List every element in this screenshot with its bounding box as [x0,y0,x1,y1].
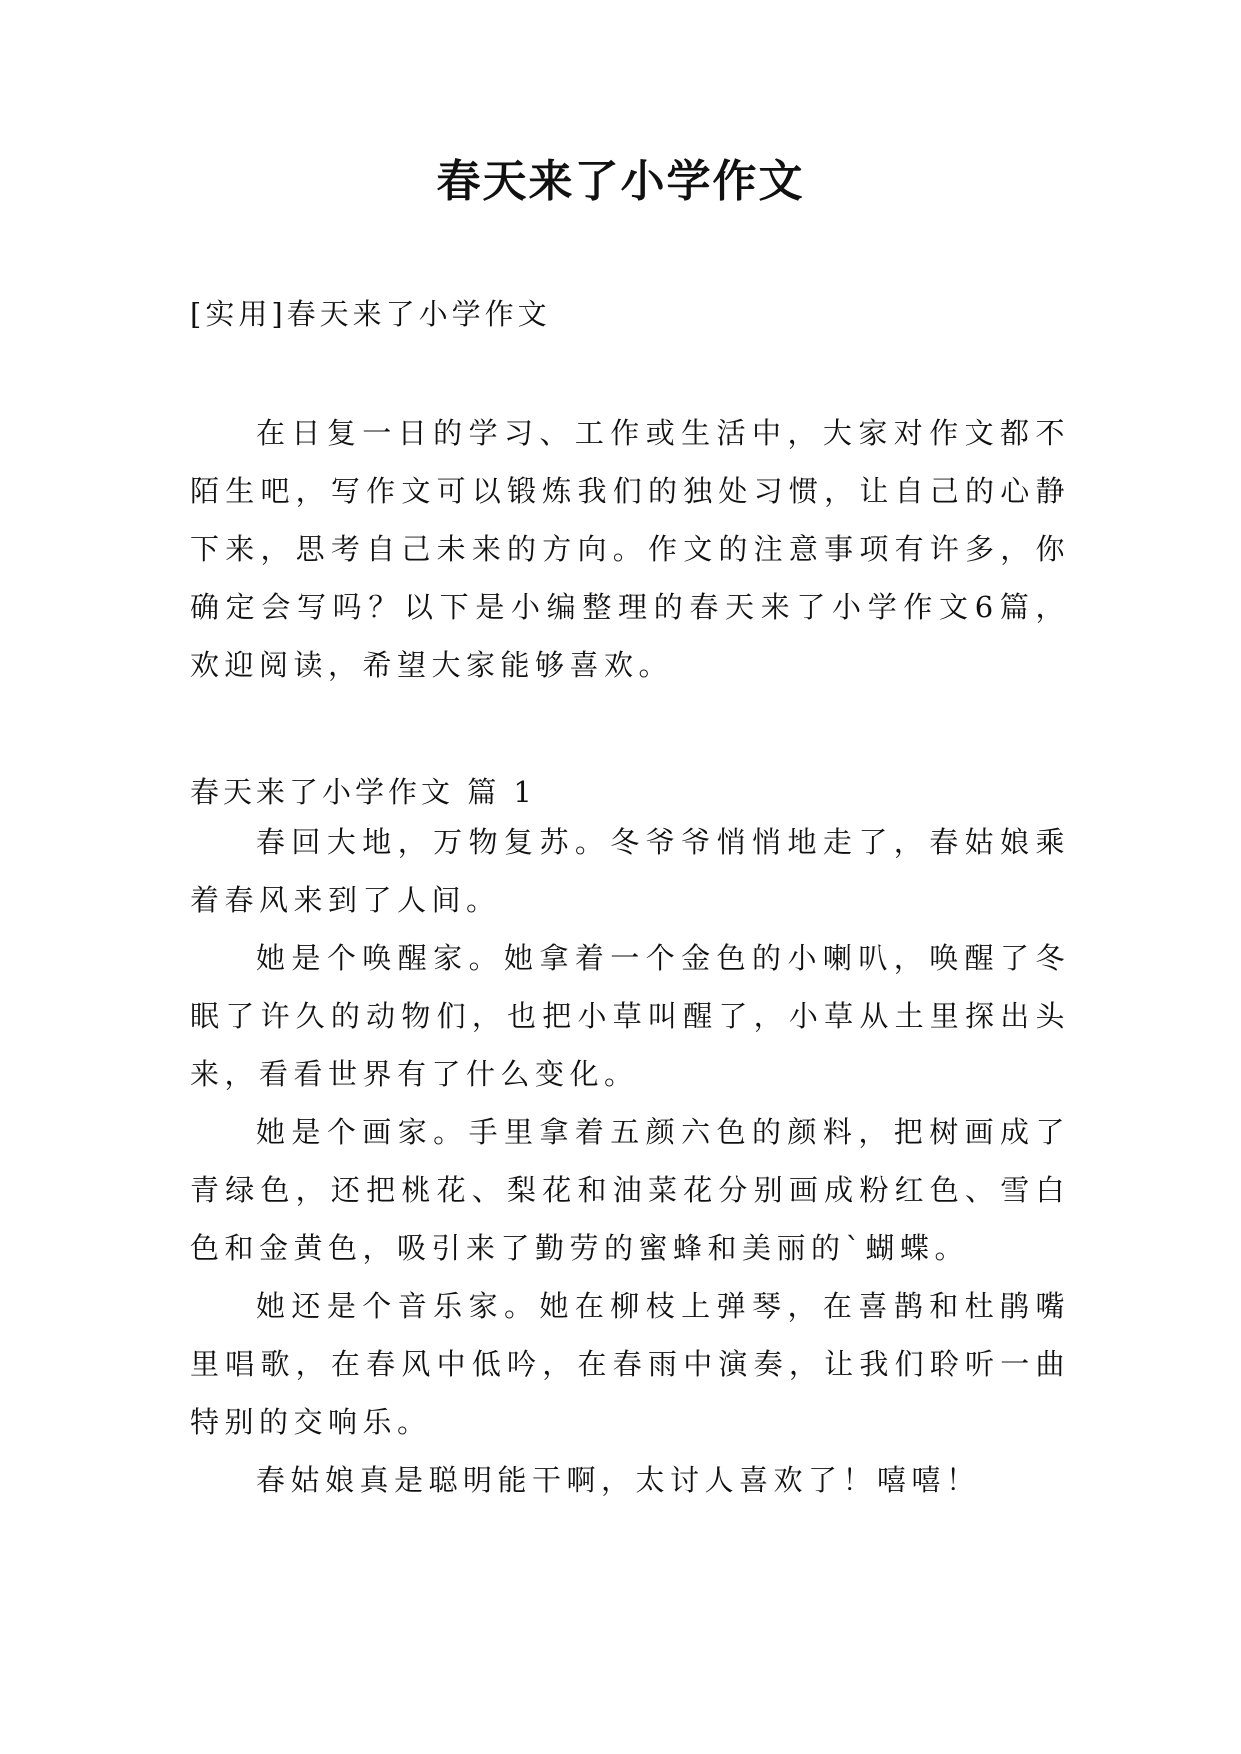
body-paragraph: 她是个画家。手里拿着五颜六色的颜料，把树画成了青绿色，还把桃花、梨花和油菜花分别画成粉红色、雪白色和金黄色，吸引来了勤劳的蜜蜂和美丽的`蝴蝶。 [190,1115,1070,1265]
body-paragraph: 春姑娘真是聪明能干啊，太讨人喜欢了！嘻嘻！ [256,1463,981,1497]
document-title: 春天来了小学作文 [436,156,805,207]
intro-paragraph: 在日复一日的学习、工作或生活中，大家对作文都不陌生吧，写作文可以锻炼我们的独处习惯，让自己的心静下来，思考自己未来的方向。作文的注意事项有许多，你确定会写吗？以下是小编整理的春天来了小学作文6篇，欢迎阅读，希望大家能够喜欢。 [190,416,1070,682]
body-paragraph: 她是个唤醒家。她拿着一个金色的小喇叭，唤醒了冬眠了许久的动物们，也把小草叫醒了，小草从土里探出头来，看看世界有了什么变化。 [190,941,1070,1091]
body-paragraph: 春回大地，万物复苏。冬爷爷悄悄地走了，春姑娘乘着春风来到了人间。 [190,825,1070,917]
section-heading: 春天来了小学作文 篇 1 [190,775,536,809]
document-subtitle: [实用]春天来了小学作文 [190,297,551,331]
body-paragraph: 她还是个音乐家。她在柳枝上弹琴，在喜鹊和杜鹃嘴里唱歌，在春风中低吟，在春雨中演奏，让我们聆听一曲特别的交响乐。 [190,1289,1070,1439]
